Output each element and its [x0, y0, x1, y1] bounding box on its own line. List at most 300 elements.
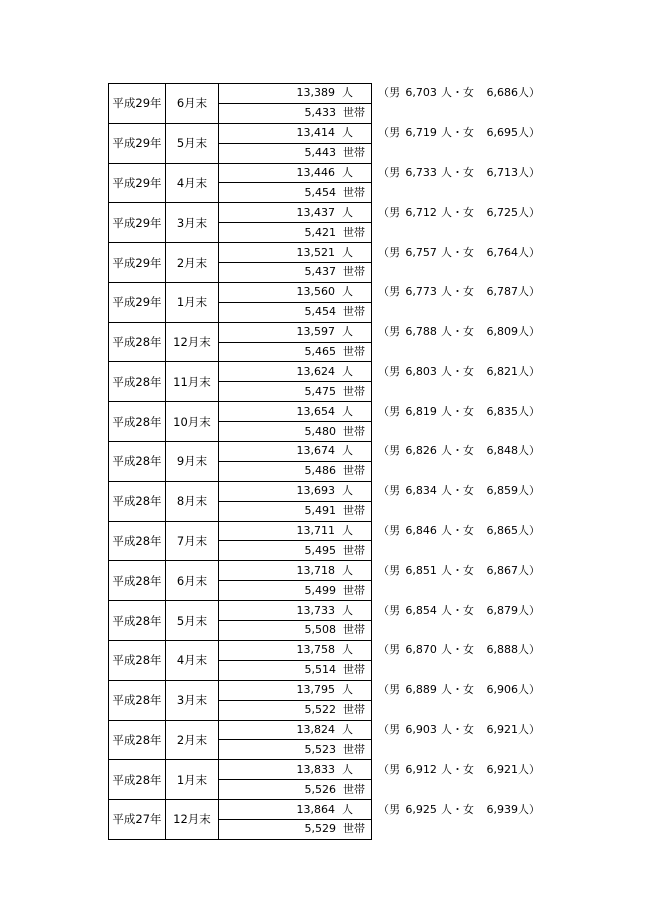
households-unit: 世帯	[343, 384, 365, 398]
male-label: 男	[389, 166, 401, 179]
population-value: 13,446	[296, 166, 335, 179]
population-cell	[219, 561, 372, 581]
households-unit: 世帯	[343, 424, 365, 438]
households-unit: 世帯	[343, 822, 365, 836]
open-paren: （	[378, 484, 389, 498]
empty-cell	[372, 382, 541, 402]
male-label: 男	[389, 643, 401, 657]
male-label: 男	[389, 722, 401, 736]
male-label: 男	[389, 325, 401, 339]
month-cell: 9月末	[166, 442, 219, 482]
close-person-label: 人）	[517, 643, 540, 657]
person-dot-female-label: 人・女	[441, 484, 475, 498]
close-person-label: 人）	[517, 563, 540, 577]
households-unit: 世帯	[343, 225, 365, 239]
month-cell: 4月末	[166, 163, 219, 203]
households-value: 5,495	[304, 543, 336, 557]
households-value: 5,522	[304, 703, 336, 717]
population-cell	[219, 640, 372, 660]
persons-unit: 人	[342, 762, 353, 776]
gender-breakdown	[372, 521, 541, 541]
male-label: 男	[389, 484, 401, 498]
male-value: 6,826	[405, 444, 437, 458]
households-cell	[219, 541, 372, 561]
close-person-label: 人）	[517, 484, 540, 498]
male-label: 男	[389, 603, 401, 617]
empty-cell	[372, 780, 541, 800]
male-value: 6,712	[405, 205, 437, 219]
population-value: 13,824	[296, 722, 335, 736]
era-cell: 平成28年	[109, 601, 166, 641]
population-cell	[219, 680, 372, 700]
population-cell	[219, 84, 372, 104]
month-cell: 5月末	[166, 123, 219, 163]
table-row	[109, 760, 541, 780]
population-cell	[219, 720, 372, 740]
close-person-label: 人）	[517, 683, 540, 697]
table-row	[109, 442, 541, 462]
empty-cell	[372, 302, 541, 322]
persons-unit: 人	[342, 603, 353, 617]
month-cell: 2月末	[166, 243, 219, 283]
households-unit: 世帯	[343, 543, 365, 557]
male-label: 男	[389, 126, 401, 140]
person-dot-female-label: 人・女	[441, 524, 475, 538]
table-row	[109, 84, 541, 104]
households-value: 5,433	[304, 106, 336, 120]
population-cell	[219, 402, 372, 422]
month-cell: 11月末	[166, 362, 219, 402]
male-label: 男	[389, 364, 401, 378]
male-label: 男	[389, 245, 401, 259]
population-value: 13,733	[296, 603, 335, 617]
empty-cell	[372, 819, 541, 839]
empty-cell	[372, 621, 541, 641]
population-value: 13,521	[296, 245, 335, 259]
table-row	[109, 123, 541, 143]
gender-breakdown	[372, 442, 541, 462]
gender-breakdown	[372, 720, 541, 740]
households-cell	[219, 302, 372, 322]
empty-cell	[372, 740, 541, 760]
population-value: 13,833	[296, 762, 335, 776]
households-value: 5,454	[304, 185, 336, 199]
month-cell: 1月末	[166, 760, 219, 800]
male-label: 男	[389, 683, 401, 697]
open-paren: （	[378, 722, 389, 736]
households-value: 5,508	[304, 623, 336, 637]
month-cell: 12月末	[166, 322, 219, 362]
population-value: 13,758	[296, 643, 335, 657]
close-person-label: 人）	[517, 285, 540, 299]
era-cell: 平成29年	[109, 282, 166, 322]
person-dot-female-label: 人・女	[441, 364, 475, 378]
population-value: 13,711	[296, 524, 335, 538]
era-cell: 平成28年	[109, 760, 166, 800]
population-value: 13,693	[296, 484, 335, 498]
male-label: 男	[389, 86, 401, 100]
table-row	[109, 680, 541, 700]
persons-unit: 人	[342, 325, 353, 339]
table-row	[109, 402, 541, 422]
open-paren: （	[378, 245, 389, 259]
male-label: 男	[389, 205, 401, 219]
era-cell: 平成28年	[109, 362, 166, 402]
population-value: 13,718	[296, 563, 335, 577]
close-person-label: 人）	[517, 364, 540, 378]
households-cell	[219, 143, 372, 163]
households-value: 5,421	[304, 225, 336, 239]
households-value: 5,475	[304, 384, 336, 398]
empty-cell	[372, 183, 541, 203]
open-paren: （	[378, 802, 389, 816]
person-dot-female-label: 人・女	[441, 205, 475, 219]
empty-cell	[372, 342, 541, 362]
era-cell: 平成29年	[109, 84, 166, 124]
female-value: 6,939	[486, 802, 518, 816]
empty-cell	[372, 541, 541, 561]
population-cell	[219, 601, 372, 621]
households-unit: 世帯	[343, 464, 365, 478]
open-paren: （	[378, 444, 389, 458]
female-value: 6,867	[486, 563, 518, 577]
person-dot-female-label: 人・女	[441, 285, 475, 299]
table-row	[109, 163, 541, 183]
male-label: 男	[389, 524, 401, 538]
households-cell	[219, 461, 372, 481]
era-cell: 平成28年	[109, 640, 166, 680]
era-cell: 平成28年	[109, 521, 166, 561]
close-person-label: 人）	[517, 325, 540, 339]
open-paren: （	[378, 166, 389, 179]
gender-breakdown	[372, 163, 541, 183]
gender-breakdown	[372, 362, 541, 382]
empty-cell	[372, 660, 541, 680]
month-cell: 10月末	[166, 402, 219, 442]
person-dot-female-label: 人・女	[441, 325, 475, 339]
population-value: 13,597	[296, 325, 335, 339]
era-cell: 平成28年	[109, 680, 166, 720]
male-value: 6,889	[405, 683, 437, 697]
open-paren: （	[378, 364, 389, 378]
households-value: 5,437	[304, 265, 336, 279]
empty-cell	[372, 461, 541, 481]
person-dot-female-label: 人・女	[441, 563, 475, 577]
month-cell: 7月末	[166, 521, 219, 561]
era-cell: 平成28年	[109, 402, 166, 442]
households-cell	[219, 382, 372, 402]
households-cell	[219, 819, 372, 839]
persons-unit: 人	[342, 126, 353, 140]
population-cell	[219, 243, 372, 263]
era-cell: 平成29年	[109, 203, 166, 243]
male-value: 6,803	[405, 364, 437, 378]
open-paren: （	[378, 683, 389, 697]
close-person-label: 人）	[517, 722, 540, 736]
persons-unit: 人	[342, 524, 353, 538]
households-cell	[219, 263, 372, 283]
female-value: 6,888	[486, 643, 518, 657]
male-value: 6,854	[405, 603, 437, 617]
person-dot-female-label: 人・女	[441, 643, 475, 657]
gender-breakdown	[372, 322, 541, 342]
table-row	[109, 282, 541, 302]
households-value: 5,523	[304, 742, 336, 756]
male-label: 男	[389, 285, 401, 299]
female-value: 6,713	[486, 166, 518, 179]
empty-cell	[372, 700, 541, 720]
households-cell	[219, 660, 372, 680]
table-row	[109, 243, 541, 263]
person-dot-female-label: 人・女	[441, 603, 475, 617]
open-paren: （	[378, 603, 389, 617]
close-person-label: 人）	[517, 86, 540, 100]
empty-cell	[372, 422, 541, 442]
gender-breakdown	[372, 84, 541, 104]
close-person-label: 人）	[517, 166, 540, 179]
male-label: 男	[389, 762, 401, 776]
person-dot-female-label: 人・女	[441, 802, 475, 816]
households-value: 5,486	[304, 464, 336, 478]
open-paren: （	[378, 404, 389, 418]
open-paren: （	[378, 285, 389, 299]
female-value: 6,835	[486, 404, 518, 418]
female-value: 6,787	[486, 285, 518, 299]
population-cell	[219, 203, 372, 223]
households-unit: 世帯	[343, 345, 365, 359]
female-value: 6,906	[486, 683, 518, 697]
households-cell	[219, 581, 372, 601]
population-cell	[219, 800, 372, 820]
households-cell	[219, 223, 372, 243]
female-value: 6,848	[486, 444, 518, 458]
female-value: 6,695	[486, 126, 518, 140]
households-value: 5,526	[304, 782, 336, 796]
month-cell: 3月末	[166, 203, 219, 243]
population-value: 13,389	[296, 86, 335, 100]
table-row	[109, 601, 541, 621]
close-person-label: 人）	[517, 205, 540, 219]
persons-unit: 人	[342, 205, 353, 219]
male-label: 男	[389, 802, 401, 816]
population-value: 13,624	[296, 364, 335, 378]
person-dot-female-label: 人・女	[441, 762, 475, 776]
close-person-label: 人）	[517, 404, 540, 418]
male-value: 6,925	[405, 802, 437, 816]
table-row	[109, 800, 541, 820]
era-cell: 平成29年	[109, 163, 166, 203]
households-value: 5,499	[304, 583, 336, 597]
gender-breakdown	[372, 123, 541, 143]
households-unit: 世帯	[343, 146, 365, 160]
gender-breakdown	[372, 601, 541, 621]
person-dot-female-label: 人・女	[441, 683, 475, 697]
population-cell	[219, 282, 372, 302]
person-dot-female-label: 人・女	[441, 404, 475, 418]
open-paren: （	[378, 643, 389, 657]
close-person-label: 人）	[517, 245, 540, 259]
empty-cell	[372, 143, 541, 163]
empty-cell	[372, 263, 541, 283]
table-row	[109, 203, 541, 223]
households-unit: 世帯	[343, 663, 365, 677]
households-unit: 世帯	[343, 703, 365, 717]
person-dot-female-label: 人・女	[441, 166, 475, 179]
month-cell: 3月末	[166, 680, 219, 720]
person-dot-female-label: 人・女	[441, 126, 475, 140]
empty-cell	[372, 581, 541, 601]
population-cell	[219, 442, 372, 462]
female-value: 6,865	[486, 524, 518, 538]
households-cell	[219, 422, 372, 442]
households-value: 5,465	[304, 345, 336, 359]
households-cell	[219, 740, 372, 760]
month-cell: 1月末	[166, 282, 219, 322]
population-cell	[219, 362, 372, 382]
gender-breakdown	[372, 760, 541, 780]
female-value: 6,921	[486, 722, 518, 736]
month-cell: 2月末	[166, 720, 219, 760]
persons-unit: 人	[342, 563, 353, 577]
male-value: 6,819	[405, 404, 437, 418]
gender-breakdown	[372, 680, 541, 700]
population-value: 13,414	[296, 126, 335, 140]
male-value: 6,870	[405, 643, 437, 657]
households-unit: 世帯	[343, 583, 365, 597]
population-cell	[219, 481, 372, 501]
gender-breakdown	[372, 800, 541, 820]
households-cell	[219, 700, 372, 720]
gender-breakdown	[372, 481, 541, 501]
persons-unit: 人	[342, 444, 353, 458]
persons-unit: 人	[342, 166, 353, 179]
persons-unit: 人	[342, 404, 353, 418]
population-cell	[219, 521, 372, 541]
month-cell: 4月末	[166, 640, 219, 680]
table-row	[109, 720, 541, 740]
era-cell: 平成27年	[109, 800, 166, 840]
households-unit: 世帯	[343, 305, 365, 319]
male-value: 6,834	[405, 484, 437, 498]
table-row	[109, 362, 541, 382]
table-row	[109, 561, 541, 581]
female-value: 6,921	[486, 762, 518, 776]
female-value: 6,764	[486, 245, 518, 259]
close-person-label: 人）	[517, 762, 540, 776]
persons-unit: 人	[342, 722, 353, 736]
households-value: 5,491	[304, 504, 336, 518]
persons-unit: 人	[342, 683, 353, 697]
male-value: 6,846	[405, 524, 437, 538]
close-person-label: 人）	[517, 444, 540, 458]
empty-cell	[372, 223, 541, 243]
population-table-body	[109, 84, 541, 840]
era-cell: 平成28年	[109, 720, 166, 760]
close-person-label: 人）	[517, 802, 540, 816]
open-paren: （	[378, 126, 389, 140]
households-cell	[219, 621, 372, 641]
close-person-label: 人）	[517, 603, 540, 617]
population-cell	[219, 322, 372, 342]
households-unit: 世帯	[343, 265, 365, 279]
gender-breakdown	[372, 243, 541, 263]
gender-breakdown	[372, 203, 541, 223]
population-table	[108, 83, 541, 840]
month-cell: 6月末	[166, 84, 219, 124]
persons-unit: 人	[342, 86, 353, 100]
persons-unit: 人	[342, 245, 353, 259]
era-cell: 平成28年	[109, 442, 166, 482]
population-cell	[219, 760, 372, 780]
male-value: 6,788	[405, 325, 437, 339]
table-row	[109, 640, 541, 660]
gender-breakdown	[372, 402, 541, 422]
female-value: 6,879	[486, 603, 518, 617]
households-cell	[219, 342, 372, 362]
month-cell: 8月末	[166, 481, 219, 521]
close-person-label: 人）	[517, 126, 540, 140]
male-value: 6,851	[405, 563, 437, 577]
households-unit: 世帯	[343, 504, 365, 518]
gender-breakdown	[372, 640, 541, 660]
person-dot-female-label: 人・女	[441, 245, 475, 259]
male-value: 6,903	[405, 722, 437, 736]
female-value: 6,725	[486, 205, 518, 219]
persons-unit: 人	[342, 484, 353, 498]
households-cell	[219, 183, 372, 203]
population-value: 13,437	[296, 205, 335, 219]
households-unit: 世帯	[343, 742, 365, 756]
households-unit: 世帯	[343, 185, 365, 199]
table-row	[109, 322, 541, 342]
male-value: 6,773	[405, 285, 437, 299]
persons-unit: 人	[342, 802, 353, 816]
male-value: 6,703	[405, 86, 437, 100]
open-paren: （	[378, 563, 389, 577]
open-paren: （	[378, 205, 389, 219]
open-paren: （	[378, 86, 389, 100]
close-person-label: 人）	[517, 524, 540, 538]
population-value: 13,864	[296, 802, 335, 816]
male-label: 男	[389, 563, 401, 577]
households-unit: 世帯	[343, 106, 365, 120]
population-value: 13,560	[296, 285, 335, 299]
households-value: 5,480	[304, 424, 336, 438]
female-value: 6,686	[486, 86, 518, 100]
person-dot-female-label: 人・女	[441, 444, 475, 458]
male-value: 6,912	[405, 762, 437, 776]
households-value: 5,443	[304, 146, 336, 160]
households-unit: 世帯	[343, 782, 365, 796]
male-label: 男	[389, 444, 401, 458]
households-cell	[219, 103, 372, 123]
persons-unit: 人	[342, 643, 353, 657]
persons-unit: 人	[342, 285, 353, 299]
month-cell: 12月末	[166, 800, 219, 840]
month-cell: 5月末	[166, 601, 219, 641]
male-label: 男	[389, 404, 401, 418]
households-value: 5,514	[304, 663, 336, 677]
persons-unit: 人	[342, 364, 353, 378]
empty-cell	[372, 501, 541, 521]
female-value: 6,859	[486, 484, 518, 498]
population-value: 13,795	[296, 683, 335, 697]
households-unit: 世帯	[343, 623, 365, 637]
empty-cell	[372, 103, 541, 123]
population-value: 13,654	[296, 404, 335, 418]
person-dot-female-label: 人・女	[441, 86, 475, 100]
era-cell: 平成28年	[109, 561, 166, 601]
